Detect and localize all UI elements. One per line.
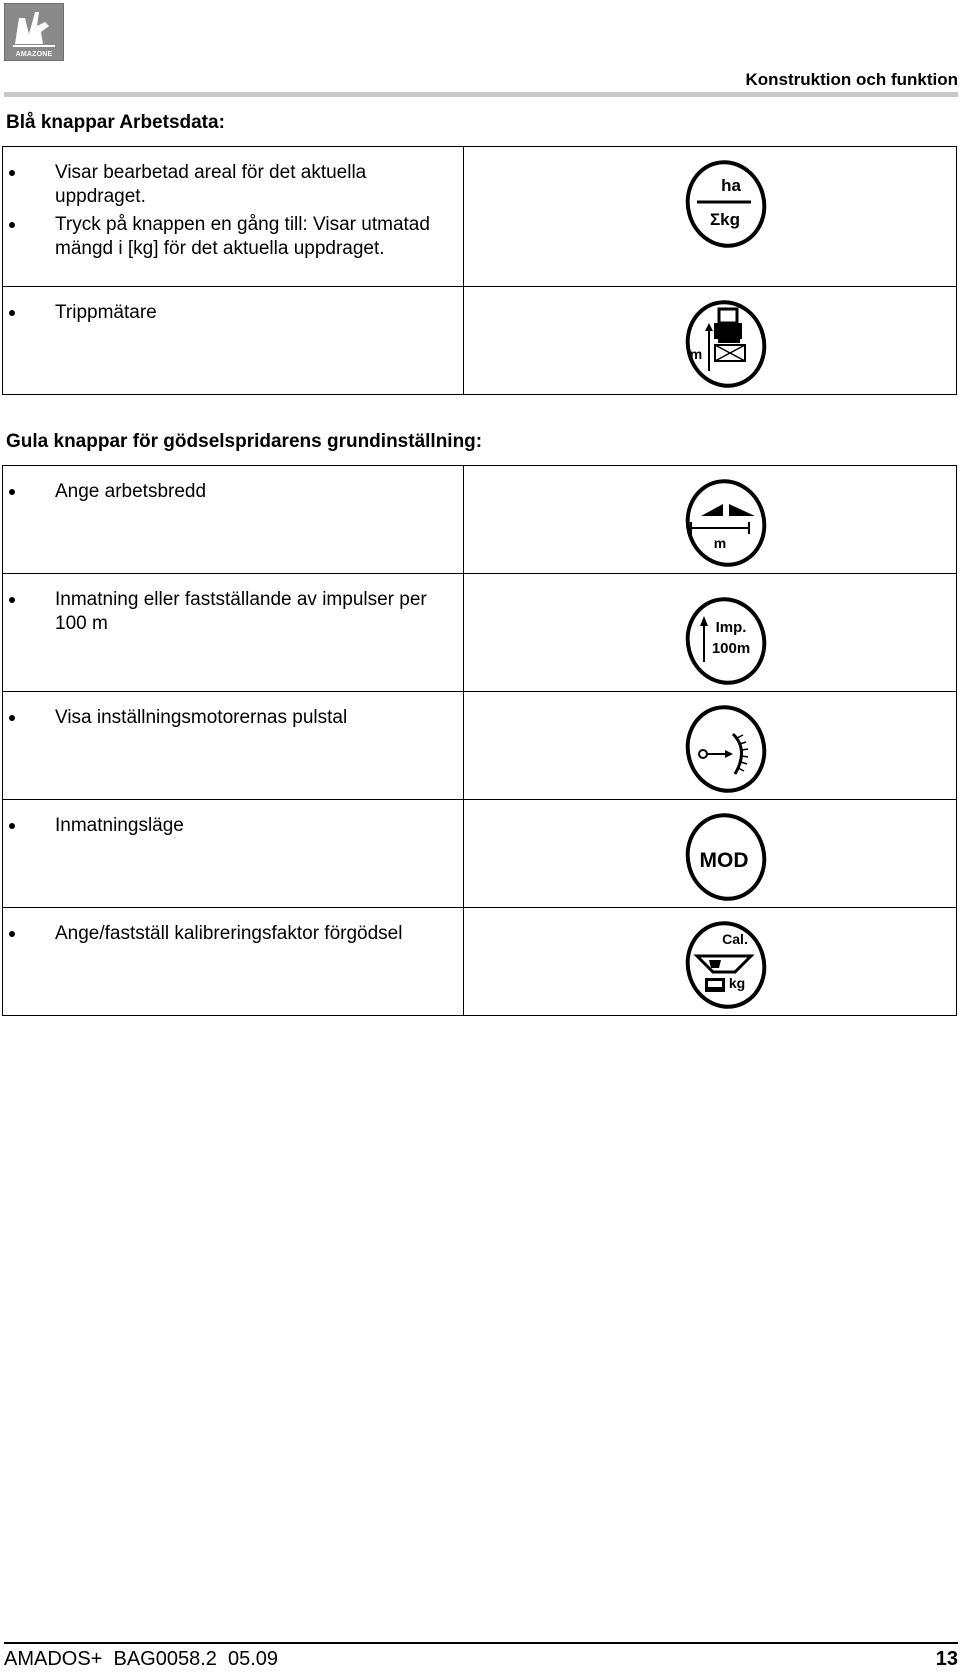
key-label: Imp. [715,619,747,636]
icon-cell [464,147,957,287]
table-row [3,574,957,692]
blue-keys-table [2,146,957,395]
list-item: Inmatning eller fastställande av impulser per 100 m [3,588,453,636]
calibration-key-icon[interactable] [681,920,771,1010]
ha-sum-kg-key-icon[interactable] [681,159,771,249]
key-label: m [689,346,703,362]
yellow-keys-table [2,465,957,1016]
table-row [3,800,957,908]
header-divider [4,92,958,97]
trip-meter-key-icon[interactable] [681,299,771,389]
list-item: Inmatningsläge [3,814,453,838]
icon-cell [464,574,957,692]
impulses-key-icon[interactable] [681,596,771,686]
key-label: MOD [699,849,749,872]
mod-key-icon[interactable] [681,812,771,902]
key-label: kg [728,975,746,991]
footer-document-id: AMADOS+ BAG0058.2 05.09 [4,1648,279,1670]
key-label: Cal. [722,931,748,947]
description-cell [3,800,464,908]
list-item: Visa inställningsmotorernas pulstal [3,706,453,730]
description-cell [3,147,464,287]
list-item: Trippmätare [3,301,453,325]
footer-divider [4,1642,958,1644]
table-row [3,692,957,800]
key-label: ha [721,176,741,195]
yellow-section-title: Gula knappar för gödselspridarens grundinställning: [6,431,483,452]
table-row [3,908,957,1016]
amazone-logo [4,3,64,61]
table-row [3,287,957,395]
blue-section-title: Blå knappar Arbetsdata: [6,112,225,133]
description-cell [3,287,464,395]
list-item: Tryck på knappen en gång till: Visar utmatad mängd i [kg] för det aktuella uppdraget. [3,213,453,261]
working-width-key-icon[interactable] [681,478,771,568]
description-cell [3,908,464,1016]
icon-cell [464,287,957,395]
description-cell [3,574,464,692]
table-row [3,466,957,574]
icon-cell [464,800,957,908]
list-item: Ange arbetsbredd [3,480,453,504]
key-label: 100m [711,640,751,657]
table-row [3,147,957,287]
description-cell [3,466,464,574]
page-section-title: Konstruktion och funktion [745,70,958,89]
icon-cell [464,908,957,1016]
key-label: m [713,535,727,551]
page-number: 13 [935,1648,958,1670]
key-label: Σkg [709,210,741,229]
logo-wordmark: AMAZONE [15,51,53,58]
description-cell [3,692,464,800]
list-item: Visar bearbetad areal för det aktuella uppdraget. [3,161,453,209]
icon-cell [464,466,957,574]
motor-pulses-key-icon[interactable] [681,704,771,794]
icon-cell [464,692,957,800]
list-item: Ange/fastställ kalibreringsfaktor förgödsel [3,922,453,946]
